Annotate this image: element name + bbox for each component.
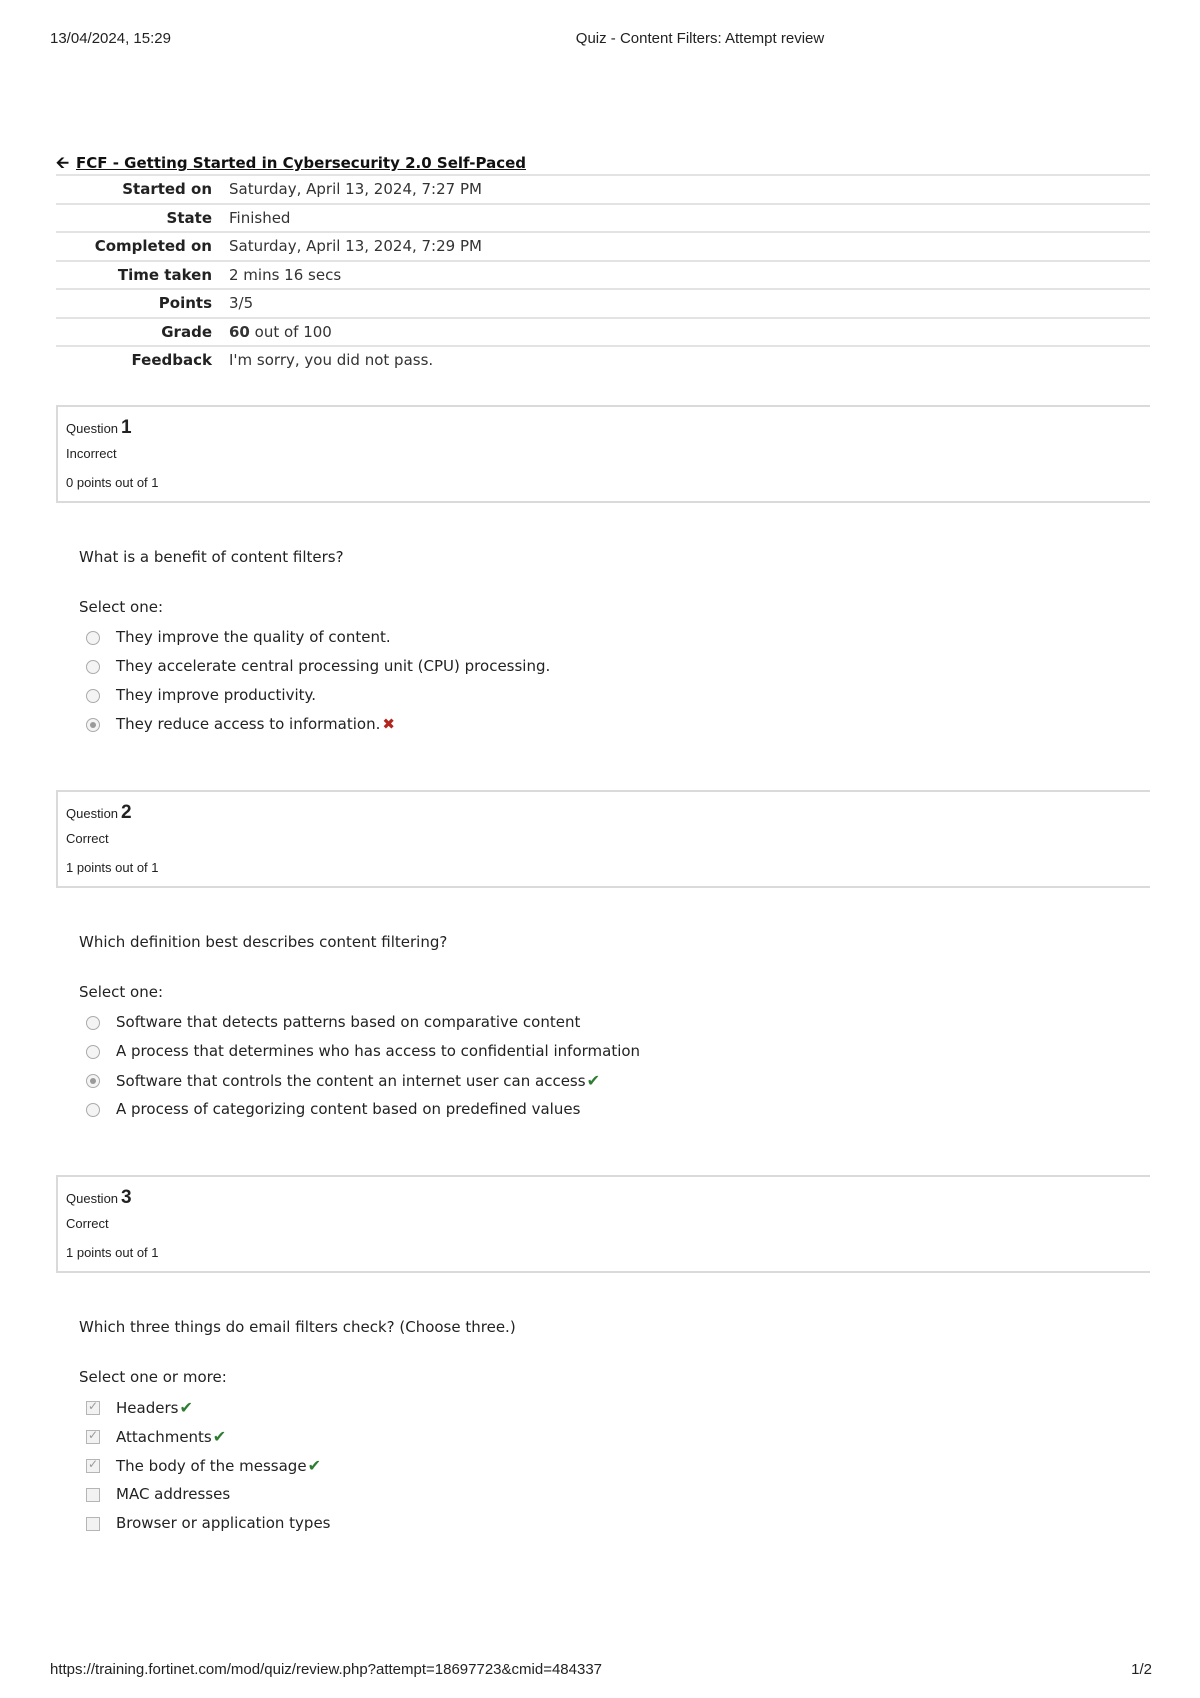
question-number-value: 2 [121, 802, 132, 823]
summary-row-completed-on [56, 233, 1150, 262]
answer-option-text: They improve the quality of content. [116, 628, 391, 646]
answer-option-label [116, 1042, 640, 1060]
question-text: Which definition best describes content filtering? [79, 933, 448, 951]
answer-radio[interactable] [86, 1074, 100, 1088]
answer-option-label [116, 1456, 321, 1475]
question-info-box [56, 790, 1150, 888]
summary-label: State [166, 208, 212, 227]
summary-label: Completed on [94, 237, 212, 255]
answer-option-text: Software that controls the content an internet user can access [116, 1072, 586, 1090]
question-word: Question [66, 806, 119, 821]
question-word: Question [66, 1191, 119, 1206]
summary-value: Saturday, April 13, 2024, 7:27 PM [229, 180, 482, 198]
answer-checkbox[interactable] [86, 1517, 100, 1531]
answer-option-label [116, 1427, 226, 1446]
answer-prompt: Select one: [79, 598, 164, 616]
answer-radio[interactable] [86, 660, 100, 674]
answer-option-label [116, 1514, 331, 1532]
answer-option-text: They improve productivity. [116, 686, 317, 704]
answer-radio[interactable] [86, 689, 100, 703]
answer-option-label [116, 1013, 580, 1031]
answer-option-text: They accelerate central processing unit (CPU) processing. [116, 657, 551, 675]
print-page-title: Quiz - Content Filters: Attempt review [575, 30, 825, 47]
grade-score: 60 [229, 322, 250, 341]
answer-option-label [116, 715, 395, 733]
question-number [66, 417, 132, 439]
summary-value: Saturday, April 13, 2024, 7:29 PM [229, 237, 482, 255]
summary-row-time-taken [56, 262, 1150, 291]
question-state: Correct [66, 1216, 109, 1231]
question-state: Incorrect [66, 446, 117, 461]
answer-checkbox[interactable] [86, 1459, 100, 1473]
answer-radio[interactable] [86, 631, 100, 645]
incorrect-icon: ✖ [382, 715, 395, 733]
correct-icon: ✔ [179, 1398, 193, 1417]
print-page-number: 1/2 [1131, 1661, 1152, 1678]
answer-checkbox[interactable] [86, 1488, 100, 1502]
question-number-value: 1 [121, 417, 132, 438]
summary-value [229, 323, 332, 341]
question-number-value: 3 [121, 1187, 132, 1208]
print-url: https://training.fortinet.com/mod/quiz/review.php?attempt=18697723&cmid=484337 [50, 1661, 603, 1678]
answer-option-text: Software that detects patterns based on comparative content [116, 1013, 581, 1031]
question-info-box [56, 1175, 1150, 1273]
answer-radio[interactable] [86, 718, 100, 732]
summary-value: Finished [229, 208, 291, 227]
answer-option-label [116, 1485, 230, 1503]
print-footer [0, 1661, 1200, 1681]
answer-prompt: Select one: [79, 983, 164, 1001]
summary-row-started-on [56, 176, 1150, 205]
question-points: 1 points out of 1 [66, 1245, 159, 1260]
answer-option-label [116, 1100, 580, 1118]
summary-value: 2 mins 16 secs [229, 265, 342, 284]
course-link-text[interactable]: FCF - Getting Started in Cybersecurity 2.0 Self-Paced [76, 154, 527, 172]
correct-icon: ✔ [212, 1427, 227, 1446]
correct-icon: ✔ [586, 1071, 600, 1090]
arrow-left-icon: 🡨 [56, 153, 69, 172]
answer-option-label [116, 628, 391, 646]
summary-label: Started on [122, 180, 212, 198]
correct-icon: ✔ [307, 1456, 321, 1475]
answer-option-label [116, 657, 550, 675]
question-text: What is a benefit of content filters? [79, 548, 344, 566]
grade-out-of: out of 100 [249, 322, 332, 341]
summary-row-grade [56, 319, 1150, 348]
question-text: Which three things do email filters check? (Choose three.) [79, 1318, 516, 1336]
answer-checkbox[interactable] [86, 1401, 100, 1415]
summary-value: 3/5 [229, 294, 254, 312]
summary-row-state [56, 205, 1150, 234]
answer-option-text: Browser or application types [116, 1514, 331, 1532]
summary-row-points [56, 290, 1150, 319]
answer-option-text: Headers [116, 1399, 179, 1417]
question-points: 0 points out of 1 [66, 475, 159, 490]
answer-option-text: They reduce access to information. [116, 715, 381, 733]
summary-label: Grade [161, 322, 212, 341]
print-header [0, 30, 1200, 50]
answer-radio[interactable] [86, 1045, 100, 1059]
summary-row-feedback [56, 347, 1150, 374]
answer-radio[interactable] [86, 1103, 100, 1117]
answer-checkbox[interactable] [86, 1430, 100, 1444]
answer-option-label [116, 1071, 600, 1090]
summary-label: Points [158, 294, 212, 312]
question-word: Question [66, 421, 119, 436]
print-datetime: 13/04/2024, 15:29 [50, 30, 171, 47]
question-state: Correct [66, 831, 109, 846]
question-number [66, 802, 132, 824]
answer-option-text: Attachments [116, 1428, 212, 1446]
question-points: 1 points out of 1 [66, 860, 159, 875]
summary-label: Feedback [131, 351, 212, 369]
attempt-summary-table [56, 174, 1150, 374]
answer-option-label [116, 686, 316, 704]
answer-option-text: A process that determines who has access to confidential information [116, 1042, 641, 1060]
summary-label: Time taken [117, 265, 212, 284]
answer-prompt: Select one or more: [79, 1368, 227, 1386]
question-info-box [56, 405, 1150, 503]
answer-radio[interactable] [86, 1016, 100, 1030]
question-number [66, 1187, 132, 1209]
answer-option-text: A process of categorizing content based on predefined values [116, 1100, 581, 1118]
answer-option-text: The body of the message [116, 1457, 307, 1475]
summary-value: I'm sorry, you did not pass. [229, 351, 434, 369]
answer-option-text: MAC addresses [116, 1485, 231, 1503]
answer-option-label [116, 1398, 193, 1417]
